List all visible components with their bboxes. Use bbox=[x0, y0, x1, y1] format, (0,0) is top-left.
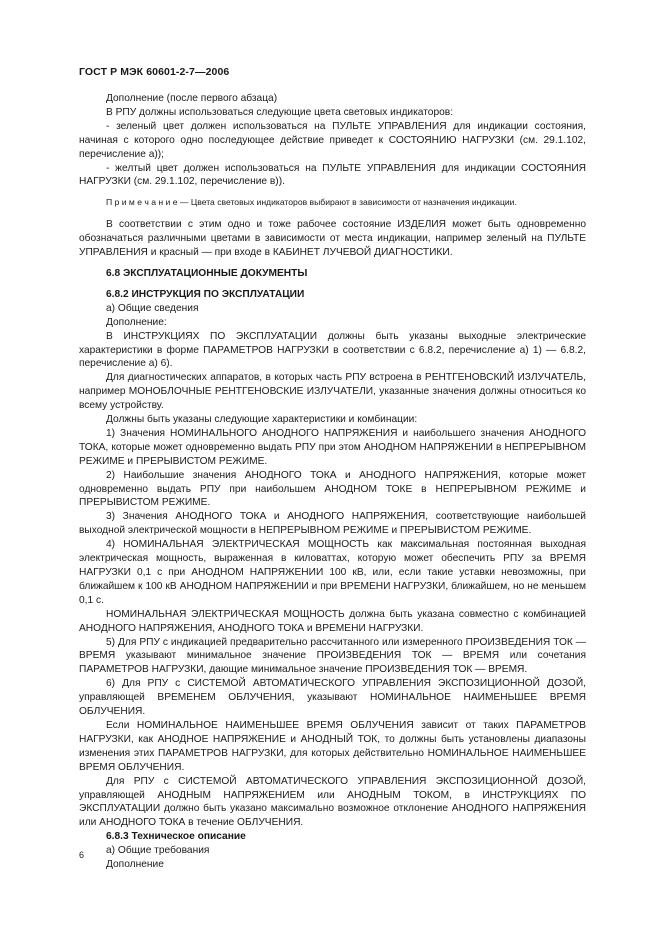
paragraph: Для РПУ с СИСТЕМОЙ АВТОМАТИЧЕСКОГО УПРАВЛЕНИЯ ЭКСПОЗИЦИОННОЙ ДОЗОЙ, управляющей АНОДНЫМ НАПРЯЖЕНИЕМ или АНОДНЫМ ТОКОМ, в ИНСТРУКЦИЯХ ПО ЭКСПЛУАТАЦИИ должно быть указано максимально возможное отклонение АНОДНОГО НАПРЯЖЕНИЯ или АНОДНОГО ТОКА в течение ОБЛУЧЕНИЯ. bbox=[79, 775, 586, 829]
paragraph: НОМИНАЛЬНАЯ ЭЛЕКТРИЧЕСКАЯ МОЩНОСТЬ должна быть указана совместно с комбинацией АНОДНОГО НАПРЯЖЕНИЯ, АНОДНОГО ТОКА и ВРЕМЕНИ НАГРУЗКИ. bbox=[79, 608, 586, 634]
paragraph: В ИНСТРУКЦИЯХ ПО ЭКСПЛУАТАЦИИ должны быть указаны выходные электрические характеристики в форме ПАРАМЕТРОВ НАГРУЗКИ в соответствии с 6.8.2, перечисление а) 1) — 6.8.2, перечисление а) 6). bbox=[79, 330, 586, 370]
paragraph: 1) Значения НОМИНАЛЬНОГО АНОДНОГО НАПРЯЖЕНИЯ и наибольшего значения АНОДНОГО ТОКА, которые может одновременно выдать РПУ при этом АНОДНОМ НАПРЯЖЕНИИ в НЕПРЕРЫВНОМ РЕЖИМЕ и ПРЕРЫВИСТОМ РЕЖИМЕ. bbox=[79, 427, 586, 467]
paragraph: 6) Для РПУ с СИСТЕМОЙ АВТОМАТИЧЕСКОГО УПРАВЛЕНИЯ ЭКСПОЗИЦИОННОЙ ДОЗОЙ, управляющей ВРЕМЕНЕМ ОБЛУЧЕНИЯ, указывают НОМИНАЛЬНОЕ НАИМЕНЬШЕЕ ВРЕМЯ ОБЛУЧЕНИЯ. bbox=[79, 678, 586, 718]
paragraph: В соответствии с этим одно и тоже рабочее состояние ИЗДЕЛИЯ может быть одновременно обозначаться различными цветами в зависимости от места индикации, например зеленый на ПУЛЬТЕ УПРАВЛЕНИЯ и красный — при входе в КАБИНЕТ ЛУЧЕВОЙ ДИАГНОСТИКИ. bbox=[79, 219, 586, 259]
paragraph: Если НОМИНАЛЬНОЕ НАИМЕНЬШЕЕ ВРЕМЯ ОБЛУЧЕНИЯ зависит от таких ПАРАМЕТРОВ НАГРУЗКИ, как АНОДНОЕ НАПРЯЖЕНИЕ и АНОДНЫЙ ТОК, то должны быть установлены диапазоны изменения этих ПАРАМЕТРОВ НАГРУЗКИ, для которых действительно НОМИНАЛЬНОЕ НАИМЕНЬШЕЕ ВРЕМЯ ОБЛУЧЕНИЯ. bbox=[79, 719, 586, 773]
section-heading: 6.8 ЭКСПЛУАТАЦИОННЫЕ ДОКУМЕНТЫ bbox=[106, 267, 308, 279]
paragraph: а) Общие требования bbox=[106, 845, 210, 857]
paragraph: Дополнение bbox=[106, 859, 164, 871]
paragraph: - желтый цвет должен использоваться на ПУЛЬТЕ УПРАВЛЕНИЯ для индикации СОСТОЯНИЯ НАГРУЗКИ (см. 29.1.102, перечисление в)). bbox=[79, 162, 586, 188]
paragraph: а) Общие сведения bbox=[106, 302, 199, 314]
paragraph: 4) НОМИНАЛЬНАЯ ЭЛЕКТРИЧЕСКАЯ МОЩНОСТЬ как максимальная постоянная выходная электрическая мощность, выраженная в киловаттах, которую может обеспечить РПУ за ВРЕМЯ НАГРУЗКИ 0,1 с при АНОДНОМ НАПРЯЖЕНИИ 100 кВ, или, если такие уставки невозможны, при ближайшем к 100 кВ АНОДНОМ НАПРЯЖЕНИИ и при ВРЕМЕНИ НАГРУЗКИ, ближайшем, но не меньшем 0,1 с. bbox=[79, 539, 586, 606]
page-number: 6 bbox=[79, 850, 85, 860]
section-heading: 6.8.3 Техническое описание bbox=[106, 831, 246, 843]
section-heading: 6.8.2 ИНСТРУКЦИЯ ПО ЭКСПЛУАТАЦИИ bbox=[106, 288, 305, 300]
note-paragraph: П р и м е ч а н и е — Цвета световых индикаторов выбирают в зависимости от назначения индикации. bbox=[106, 197, 517, 208]
document-body bbox=[79, 92, 586, 872]
paragraph: В РПУ должны использоваться следующие цвета световых индикаторов: bbox=[106, 106, 454, 118]
paragraph: Дополнение: bbox=[106, 316, 167, 328]
paragraph: 3) Значения АНОДНОГО ТОКА и АНОДНОГО НАПРЯЖЕНИЯ, соответствующие наибольшей выходной электрической мощности в НЕПРЕРЫВНОМ РЕЖИМЕ и ПРЕРЫВИСТОМ РЕЖИМЕ. bbox=[79, 511, 586, 537]
paragraph: Должны быть указаны следующие характеристики и комбинации: bbox=[106, 414, 418, 426]
paragraph: 2) Наибольшие значения АНОДНОГО ТОКА и АНОДНОГО НАПРЯЖЕНИЯ, которые может одновременно выдать РПУ при наибольшем АНОДНОМ ТОКЕ в НЕПРЕРЫВНОМ РЕЖИМЕ и ПРЕРЫВИСТОМ РЕЖИМЕ. bbox=[79, 469, 586, 509]
paragraph: 5) Для РПУ с индикацией предварительно рассчитанного или измеренного ПРОИЗВЕДЕНИЯ ТОК — ВРЕМЯ указывают минимальное значение ПРОИЗВЕДЕНИЯ ТОК — ВРЕМЯ или сочетания ПАРАМЕТРОВ НАГРУЗКИ, дающие минимальное значение ПРОИЗВЕДЕНИЯ ТОК — ВРЕМЯ. bbox=[79, 636, 586, 676]
document-header: ГОСТ Р МЭК 60601-2-7—2006 bbox=[79, 66, 230, 78]
paragraph: - зеленый цвет должен использоваться на ПУЛЬТЕ УПРАВЛЕНИЯ для индикации состояния, начиная с которого одно последующее действие приведет к СОСТОЯНИЮ НАГРУЗКИ (см. 29.1.102, перечисление а)); bbox=[79, 120, 586, 160]
paragraph: Дополнение (после первого абзаца) bbox=[106, 93, 278, 104]
paragraph: Для диагностических аппаратов, в которых часть РПУ встроена в РЕНТГЕНОВСКИЙ ИЗЛУЧАТЕЛЬ, например МОНОБЛОЧНЫЕ РЕНТГЕНОВСКИЕ ИЗЛУЧАТЕЛИ, указанные значения должны относиться ко всему устройству. bbox=[79, 372, 586, 412]
